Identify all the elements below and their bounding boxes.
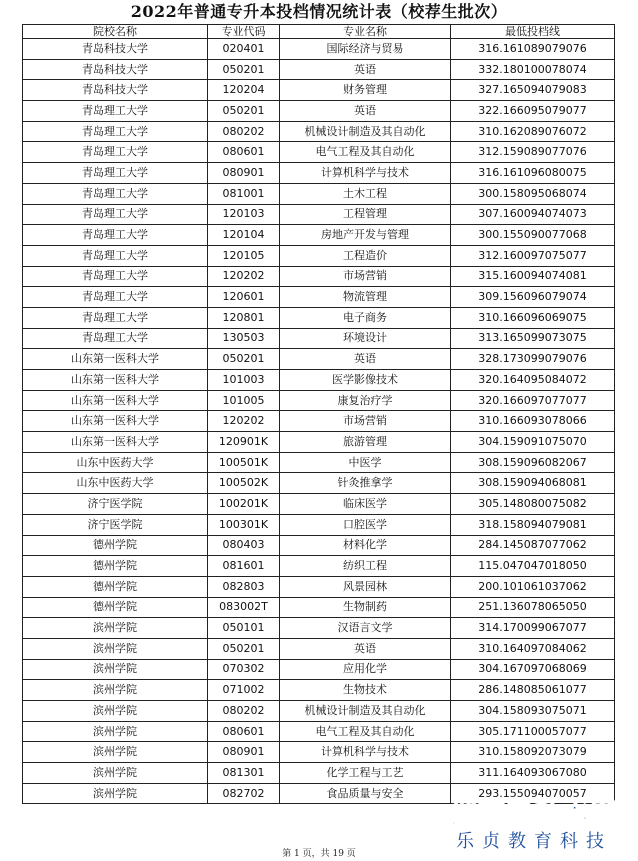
cell-major-name: 计算机科学与技术: [280, 742, 451, 763]
cell-major-name: 英语: [280, 101, 451, 122]
cell-min-score: 316.161089079076: [451, 39, 615, 60]
cell-major-code: 050201: [208, 59, 280, 80]
cell-school-name: 青岛理工大学: [23, 245, 208, 266]
cell-major-name: 旅游管理: [280, 432, 451, 453]
cell-min-score: 310.166093078066: [451, 411, 615, 432]
cell-major-code: 101005: [208, 390, 280, 411]
cell-min-score: 332.180100078074: [451, 59, 615, 80]
cell-school-name: 滨州学院: [23, 721, 208, 742]
cell-major-name: 纺织工程: [280, 556, 451, 577]
cell-min-score: 251.136078065050: [451, 597, 615, 618]
cell-major-code: 120103: [208, 204, 280, 225]
table-row: [23, 101, 615, 122]
page-footer: 第 1 页，共 19 页: [282, 849, 356, 859]
cell-school-name: 青岛科技大学: [23, 59, 208, 80]
cell-school-name: 山东第一医科大学: [23, 370, 208, 391]
cell-major-code: 082702: [208, 783, 280, 804]
cell-major-code: 100501K: [208, 452, 280, 473]
table-row: [23, 266, 615, 287]
cell-min-score: 304.167097068069: [451, 659, 615, 680]
cell-major-name: 化学工程与工艺: [280, 763, 451, 784]
cell-major-code: 082803: [208, 576, 280, 597]
cell-min-score: 311.164093067080: [451, 763, 615, 784]
cell-major-name: 中医学: [280, 452, 451, 473]
cell-major-name: 国际经济与贸易: [280, 39, 451, 60]
cell-major-name: 针灸推拿学: [280, 473, 451, 494]
table-row: [23, 390, 615, 411]
cell-school-name: 山东第一医科大学: [23, 432, 208, 453]
cell-min-score: 300.158095068074: [451, 183, 615, 204]
cell-school-name: 滨州学院: [23, 638, 208, 659]
cell-major-code: 070302: [208, 659, 280, 680]
table-row: [23, 742, 615, 763]
cell-min-score: 315.160094074081: [451, 266, 615, 287]
cell-major-code: 080601: [208, 142, 280, 163]
cell-school-name: 德州学院: [23, 597, 208, 618]
cell-min-score: 308.159096082067: [451, 452, 615, 473]
cell-major-name: 计算机科学与技术: [280, 163, 451, 184]
cell-min-score: 314.170099067077: [451, 618, 615, 639]
cell-major-name: 市场营销: [280, 266, 451, 287]
cell-school-name: 青岛理工大学: [23, 142, 208, 163]
cell-min-score: 313.165099073075: [451, 328, 615, 349]
cell-major-code: 050201: [208, 638, 280, 659]
header-major-name: 专业名称: [280, 25, 451, 39]
cell-major-code: 080901: [208, 163, 280, 184]
cell-major-name: 生物制药: [280, 597, 451, 618]
cell-school-name: 青岛科技大学: [23, 39, 208, 60]
cell-school-name: 滨州学院: [23, 680, 208, 701]
cell-school-name: 青岛理工大学: [23, 183, 208, 204]
table-row: [23, 411, 615, 432]
cell-major-code: 120104: [208, 225, 280, 246]
table-row: [23, 618, 615, 639]
cell-major-name: 机械设计制造及其自动化: [280, 701, 451, 722]
page-title: 2022年普通专升本投档情况统计表（校荐生批次）: [130, 2, 508, 21]
cell-major-code: 081301: [208, 763, 280, 784]
cell-min-score: 300.155090077068: [451, 225, 615, 246]
cell-min-score: 320.164095084072: [451, 370, 615, 391]
cell-school-name: 青岛理工大学: [23, 328, 208, 349]
table-row: [23, 163, 615, 184]
table-row: [23, 307, 615, 328]
table-row: [23, 432, 615, 453]
cell-major-code: 120801: [208, 307, 280, 328]
cell-school-name: 青岛理工大学: [23, 225, 208, 246]
table-row: [23, 638, 615, 659]
cell-school-name: 滨州学院: [23, 701, 208, 722]
cell-min-score: 309.156096079074: [451, 287, 615, 308]
cell-min-score: 318.158094079081: [451, 514, 615, 535]
cell-major-name: 食品质量与安全: [280, 783, 451, 804]
watermark-title: 湖南专升本网: [450, 799, 618, 830]
table-row: [23, 494, 615, 515]
cell-major-code: 080202: [208, 701, 280, 722]
table-row: [23, 349, 615, 370]
cell-major-code: 130503: [208, 328, 280, 349]
table-row: [23, 370, 615, 391]
cell-min-score: 310.162089076072: [451, 121, 615, 142]
cell-min-score: 305.148080075082: [451, 494, 615, 515]
cell-school-name: 滨州学院: [23, 659, 208, 680]
cell-min-score: 308.159094068081: [451, 473, 615, 494]
cell-major-name: 英语: [280, 349, 451, 370]
cell-major-code: 101003: [208, 370, 280, 391]
cell-major-name: 市场营销: [280, 411, 451, 432]
cell-major-code: 050201: [208, 349, 280, 370]
table-row: [23, 535, 615, 556]
cell-school-name: 青岛理工大学: [23, 287, 208, 308]
cell-major-code: 120601: [208, 287, 280, 308]
cell-school-name: 滨州学院: [23, 763, 208, 784]
header-min-score: 最低投档线: [451, 25, 615, 39]
table-row: [23, 597, 615, 618]
cell-school-name: 青岛理工大学: [23, 266, 208, 287]
cell-major-code: 020401: [208, 39, 280, 60]
header-major-code: 专业代码: [208, 25, 280, 39]
table-row: [23, 328, 615, 349]
table-row: [23, 245, 615, 266]
cell-school-name: 滨州学院: [23, 618, 208, 639]
table-row: [23, 80, 615, 101]
cell-major-code: 120204: [208, 80, 280, 101]
cell-major-name: 英语: [280, 638, 451, 659]
table-body: [23, 39, 615, 804]
cell-min-score: 310.164097084062: [451, 638, 615, 659]
table-row: [23, 763, 615, 784]
cell-major-name: 电气工程及其自动化: [280, 721, 451, 742]
cell-major-code: 120105: [208, 245, 280, 266]
cell-major-name: 风景园林: [280, 576, 451, 597]
cell-min-score: 284.145087077062: [451, 535, 615, 556]
table-row: [23, 576, 615, 597]
cell-min-score: 304.158093075071: [451, 701, 615, 722]
cell-min-score: 316.161096080075: [451, 163, 615, 184]
cell-major-name: 环境设计: [280, 328, 451, 349]
cell-min-score: 307.160094074073: [451, 204, 615, 225]
table-row: [23, 452, 615, 473]
cell-school-name: 德州学院: [23, 535, 208, 556]
table-row: [23, 556, 615, 577]
header-school-name: 院校名称: [23, 25, 208, 39]
cell-school-name: 山东第一医科大学: [23, 411, 208, 432]
cell-min-score: 310.166096069075: [451, 307, 615, 328]
cell-major-code: 080403: [208, 535, 280, 556]
watermark-logo: [436, 800, 632, 854]
table-row: [23, 204, 615, 225]
table-header-row: [23, 25, 615, 39]
cell-major-code: 083002T: [208, 597, 280, 618]
cell-major-code: 100502K: [208, 473, 280, 494]
table-row: [23, 680, 615, 701]
table-row: [23, 514, 615, 535]
table-row: [23, 701, 615, 722]
cell-major-code: 071002: [208, 680, 280, 701]
cell-min-score: 200.101061037062: [451, 576, 615, 597]
cell-school-name: 山东中医药大学: [23, 473, 208, 494]
cell-school-name: 滨州学院: [23, 742, 208, 763]
admission-table: [22, 24, 615, 804]
cell-major-code: 050101: [208, 618, 280, 639]
cell-min-score: 286.148085061077: [451, 680, 615, 701]
cell-major-name: 工程管理: [280, 204, 451, 225]
cell-min-score: 312.160097075077: [451, 245, 615, 266]
cell-school-name: 济宁医学院: [23, 494, 208, 515]
cell-major-code: 081601: [208, 556, 280, 577]
cell-major-name: 机械设计制造及其自动化: [280, 121, 451, 142]
cell-major-code: 120901K: [208, 432, 280, 453]
cell-major-name: 康复治疗学: [280, 390, 451, 411]
cell-school-name: 青岛科技大学: [23, 80, 208, 101]
cell-school-name: 青岛理工大学: [23, 204, 208, 225]
cell-min-score: 115.047047018050: [451, 556, 615, 577]
table-row: [23, 59, 615, 80]
cell-min-score: 293.155094070057: [451, 783, 615, 804]
cell-major-name: 工程造价: [280, 245, 451, 266]
table-row: [23, 473, 615, 494]
cell-major-name: 生物技术: [280, 680, 451, 701]
cell-major-name: 电气工程及其自动化: [280, 142, 451, 163]
cell-min-score: 304.159091075070: [451, 432, 615, 453]
table-row: [23, 287, 615, 308]
cell-school-name: 青岛理工大学: [23, 101, 208, 122]
cell-min-score: 327.165094079083: [451, 80, 615, 101]
cell-major-code: 120202: [208, 266, 280, 287]
cell-major-name: 临床医学: [280, 494, 451, 515]
table-row: [23, 39, 615, 60]
cell-major-name: 电子商务: [280, 307, 451, 328]
cell-school-name: 山东中医药大学: [23, 452, 208, 473]
cell-min-score: 320.166097077077: [451, 390, 615, 411]
cell-school-name: 青岛理工大学: [23, 307, 208, 328]
cell-min-score: 312.159089077076: [451, 142, 615, 163]
cell-major-code: 080202: [208, 121, 280, 142]
cell-major-code: 050201: [208, 101, 280, 122]
cell-major-code: 080901: [208, 742, 280, 763]
cell-min-score: 328.173099079076: [451, 349, 615, 370]
cell-school-name: 滨州学院: [23, 783, 208, 804]
table-row: [23, 721, 615, 742]
cell-min-score: 310.158092073079: [451, 742, 615, 763]
cell-major-name: 口腔医学: [280, 514, 451, 535]
cell-major-name: 土木工程: [280, 183, 451, 204]
cell-major-name: 物流管理: [280, 287, 451, 308]
cell-min-score: 322.166095079077: [451, 101, 615, 122]
cell-school-name: 山东第一医科大学: [23, 390, 208, 411]
table-row: [23, 121, 615, 142]
cell-major-name: 房地产开发与管理: [280, 225, 451, 246]
cell-school-name: 山东第一医科大学: [23, 349, 208, 370]
cell-major-code: 120202: [208, 411, 280, 432]
cell-major-name: 财务管理: [280, 80, 451, 101]
cell-school-name: 德州学院: [23, 576, 208, 597]
cell-school-name: 青岛理工大学: [23, 121, 208, 142]
cell-school-name: 济宁医学院: [23, 514, 208, 535]
cell-major-name: 英语: [280, 59, 451, 80]
cell-major-name: 材料化学: [280, 535, 451, 556]
cell-school-name: 德州学院: [23, 556, 208, 577]
table-row: [23, 183, 615, 204]
cell-major-code: 081001: [208, 183, 280, 204]
cell-major-name: 汉语言文学: [280, 618, 451, 639]
watermark-subtitle: 乐贞教育科技: [456, 831, 612, 852]
cell-major-code: 100301K: [208, 514, 280, 535]
table-row: [23, 659, 615, 680]
cell-min-score: 305.171100057077: [451, 721, 615, 742]
cell-major-code: 100201K: [208, 494, 280, 515]
table-row: [23, 225, 615, 246]
cell-major-name: 医学影像技术: [280, 370, 451, 391]
table-row: [23, 142, 615, 163]
cell-major-code: 080601: [208, 721, 280, 742]
cell-school-name: 青岛理工大学: [23, 163, 208, 184]
cell-major-name: 应用化学: [280, 659, 451, 680]
